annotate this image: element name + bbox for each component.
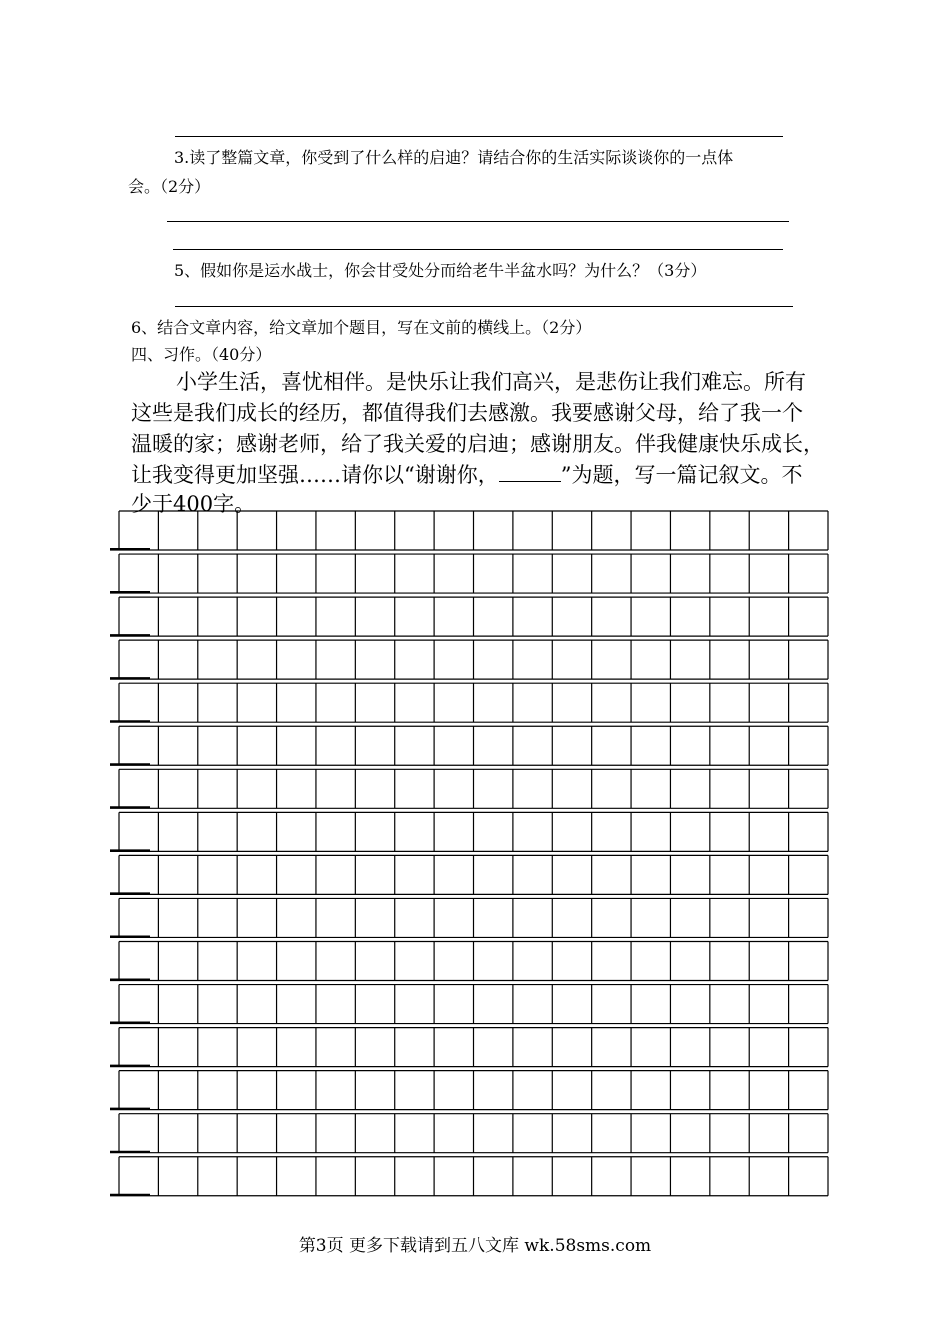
section-4-heading: 四、习作。（40分） — [131, 345, 272, 364]
prompt-line-2: 这些是我们成长的经历，都值得我们去感激。我要感谢父母，给了我一个 — [131, 401, 803, 425]
prompt-line-4-start: 让我变得更加坚强……请你以“谢谢你， — [131, 463, 499, 487]
question-5: 5、假如你是运水战士，你会甘受处分而给老牛半盆水吗？为什么？（3分） — [174, 261, 707, 280]
prompt-line-4-end: ”为题，写一篇记叙文。不 — [560, 463, 803, 487]
question-3-line2: 会。（2分） — [128, 177, 211, 196]
page-footer: 第3页 更多下载请到五八文库 wk.58sms.com — [298, 1236, 652, 1256]
prompt-line-1: 小学生活，喜忧相伴。是快乐让我们高兴，是悲伤让我们难忘。所有 — [176, 370, 806, 394]
question-6: 6、结合文章内容，给文章加个题目，写在文前的横线上。（2分） — [131, 318, 592, 337]
prompt-line-5: 少于400字。 — [131, 492, 256, 516]
prompt-line-3: 温暖的家；感谢老师，给了我关爱的启迪；感谢朋友。伴我健康快乐成长， — [131, 432, 824, 456]
question-3-line1: 3.读了整篇文章，你受到了什么样的启迪？请结合你的生活实际谈谈你的一点体 — [174, 148, 734, 167]
